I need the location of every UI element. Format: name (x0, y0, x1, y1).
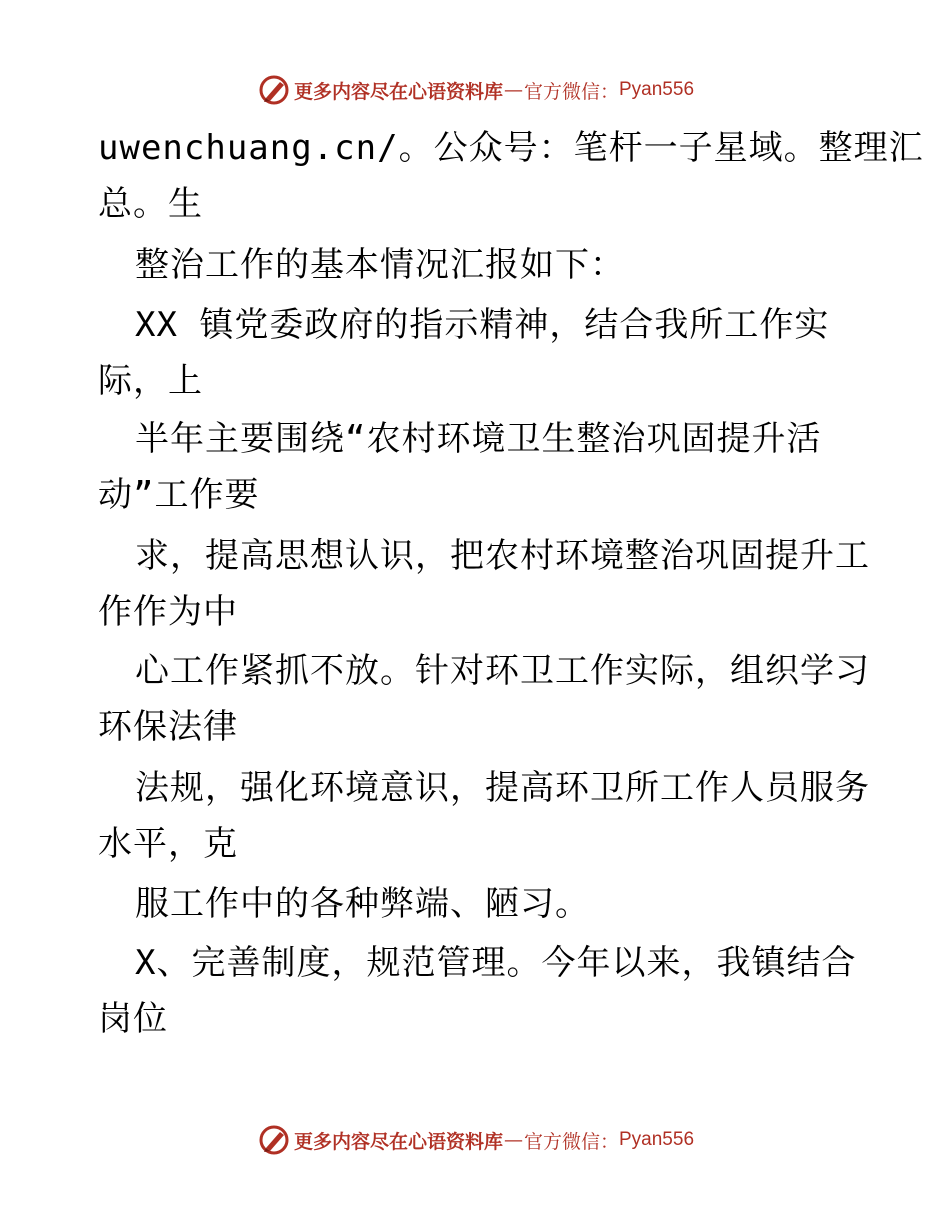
body-line: X、完善制度，规范管理。今年以来，我镇结合 (135, 943, 857, 983)
body-line: 作作为中 (98, 592, 238, 632)
watermark-id: Pyan556 (619, 1129, 695, 1150)
footer-watermark (0, 1120, 950, 1160)
watermark-dash: — (503, 1129, 523, 1151)
body-line: 整治工作的基本情况汇报如下： (135, 245, 625, 285)
body-line: 总。生 (98, 184, 203, 224)
body-line: uwenchuang.cn/。公众号：笔杆一子星域。整理汇 (98, 128, 924, 168)
body-line: 服工作中的各种弊端、陋习。 (135, 884, 590, 924)
body-line: 动”工作要 (98, 475, 260, 515)
body-line: 际，上 (98, 361, 203, 401)
body-line: 法规，强化环境意识，提高环卫所工作人员服务 (135, 768, 870, 808)
body-line: 半年主要围绕“农村环境卫生整治巩固提升活 (135, 419, 822, 459)
body-line: 岗位 (98, 999, 168, 1039)
pen-logo-icon (256, 1122, 292, 1158)
body-line: XX 镇党委政府的指示精神，结合我所工作实 (135, 305, 830, 345)
pen-logo-icon (256, 72, 292, 108)
body-line: 心工作紧抓不放。针对环卫工作实际，组织学习 (135, 651, 870, 691)
body-line: 环保法律 (98, 707, 238, 747)
body-line: 水平，克 (98, 824, 238, 864)
watermark-label: 官方微信： (523, 80, 619, 103)
watermark-id: Pyan556 (619, 79, 695, 100)
watermark-dash: — (503, 79, 523, 101)
watermark-main-text: 更多内容尽在心语资料库 (293, 1130, 503, 1153)
body-line: 求，提高思想认识，把农村环境整治巩固提升工 (135, 536, 870, 576)
watermark-label: 官方微信： (523, 1130, 619, 1153)
header-watermark (0, 70, 950, 110)
watermark-main-text: 更多内容尽在心语资料库 (293, 80, 503, 103)
